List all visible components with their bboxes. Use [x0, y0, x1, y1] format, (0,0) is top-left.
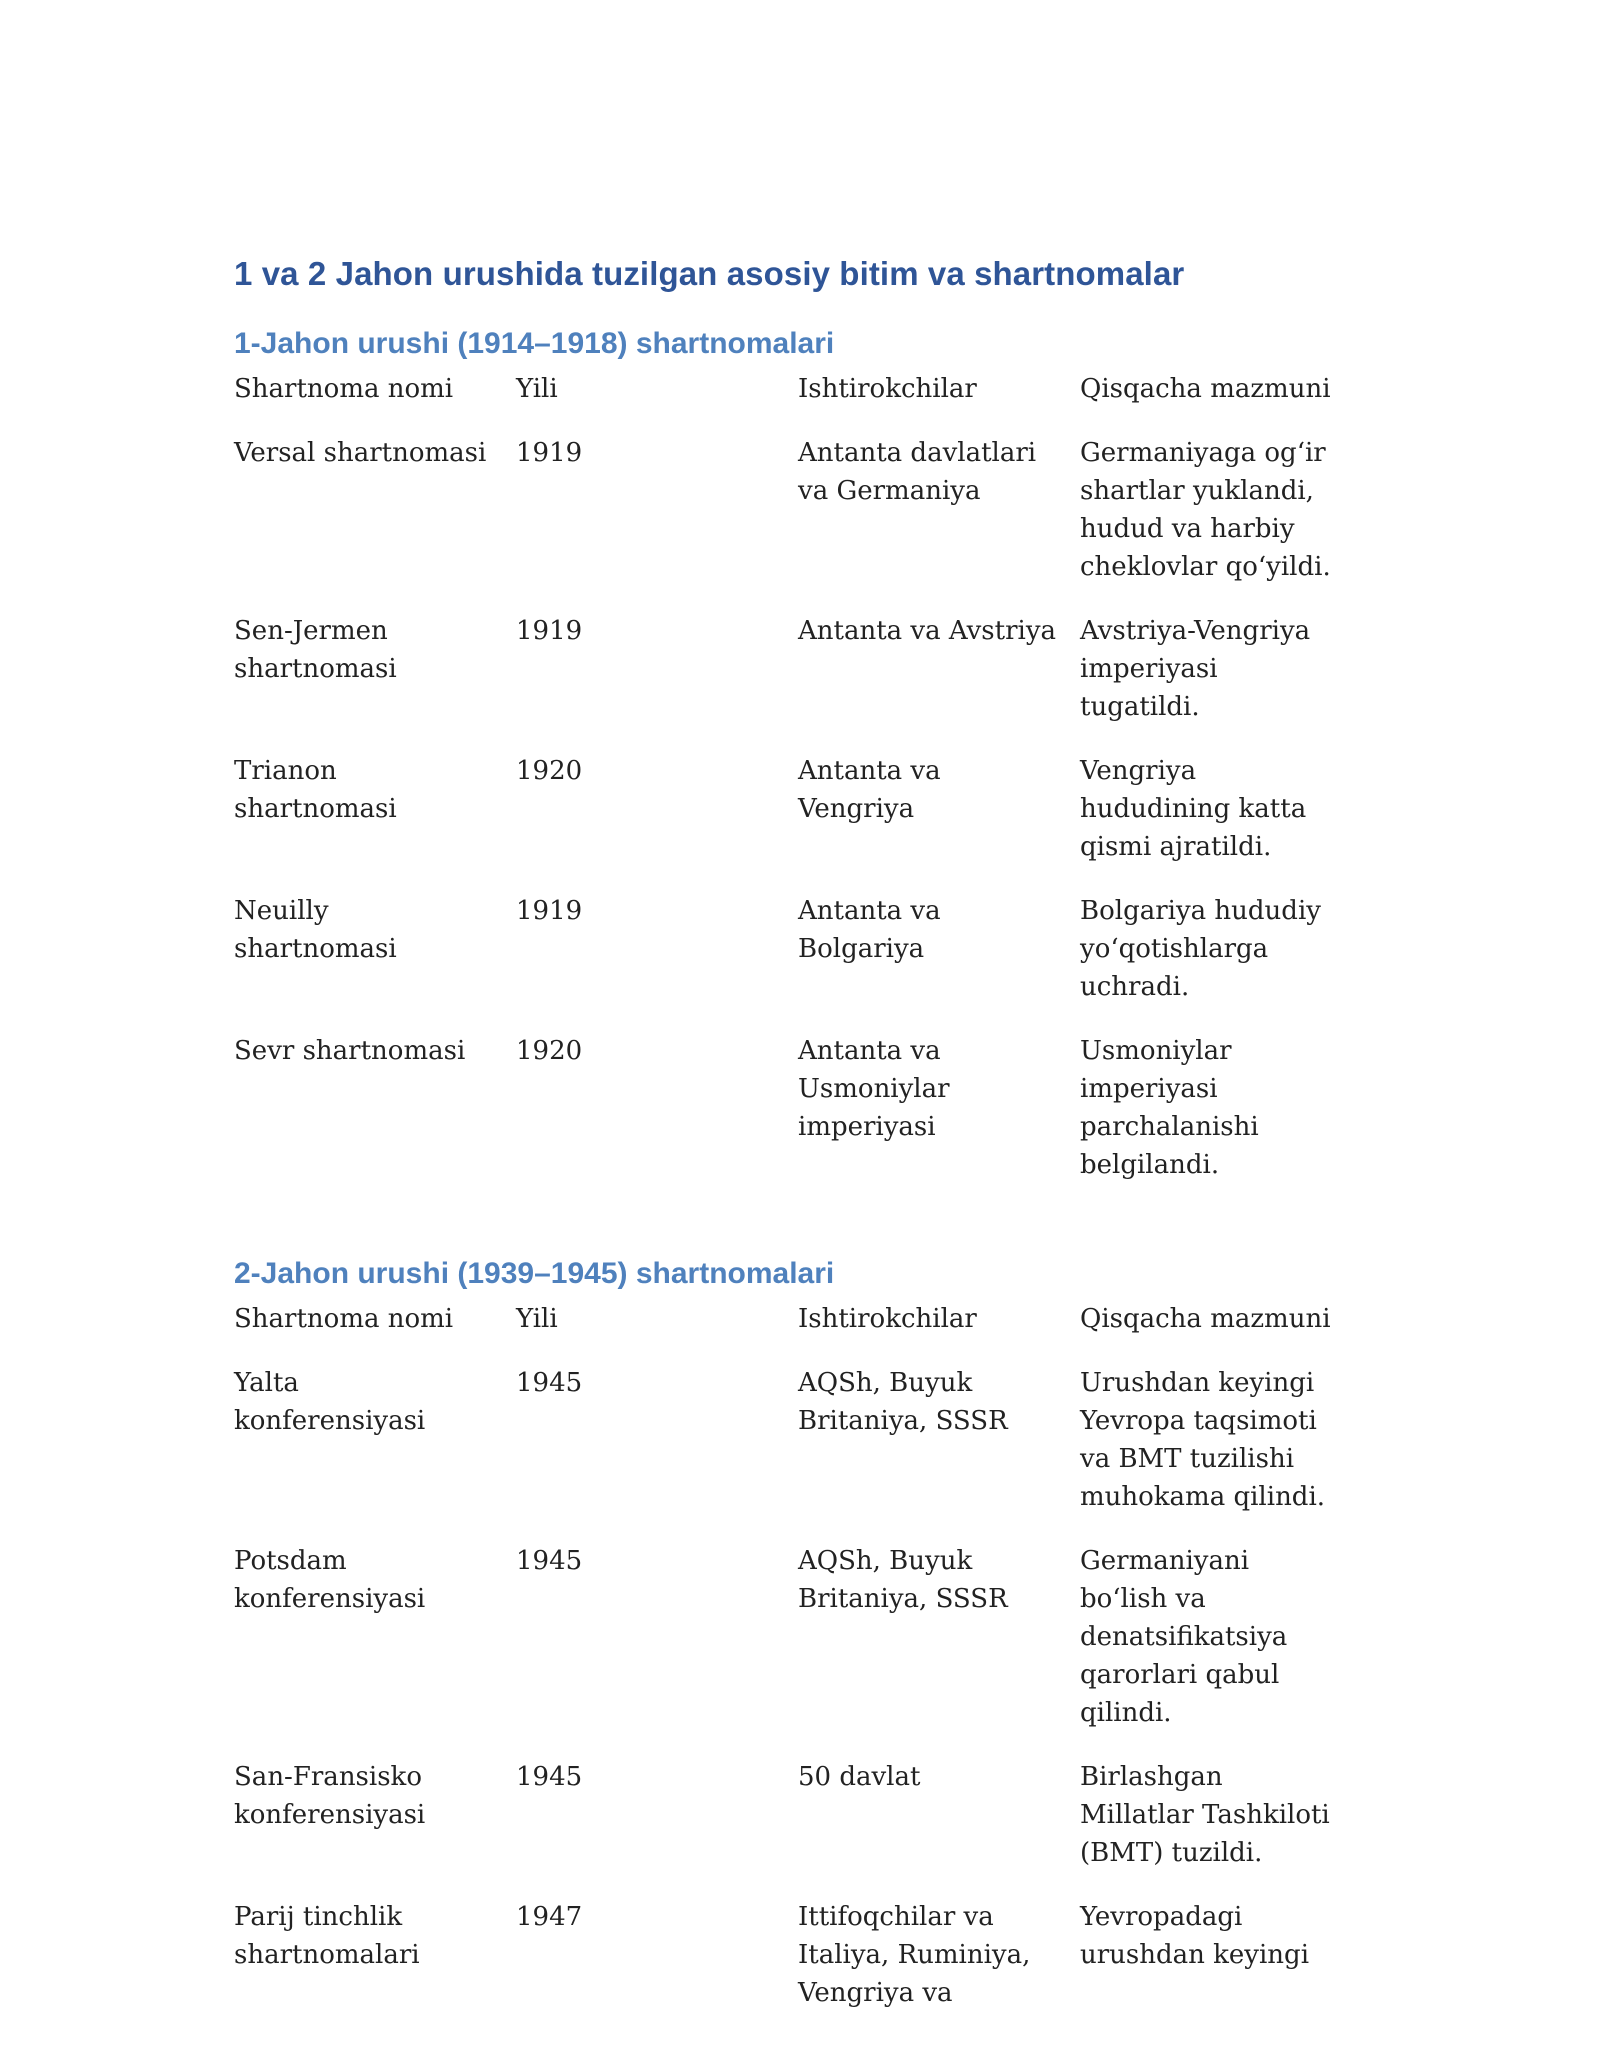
- treaty-name: Versal shartnomasi: [234, 438, 487, 468]
- treaty-summary: Avstriya-Vengriya imperiyasi tugatildi.: [1080, 616, 1311, 722]
- table-header-row: [234, 1300, 1354, 1364]
- treaty-year: 1920: [516, 1036, 583, 1066]
- treaty-summary: Bolgariya hududiy yo‘qotishlarga uchradi.: [1080, 896, 1321, 1002]
- treaty-summary: Usmoniylar imperiyasi parchalanishi belgilandi.: [1080, 1036, 1259, 1180]
- table-row: [234, 434, 1354, 612]
- column-header-participants: Ishtirokchilar: [798, 1304, 977, 1334]
- treaties-table-ww2: [234, 1300, 1354, 2038]
- treaty-name: Parij tinchlik shartnomalari: [234, 1902, 420, 1970]
- treaty-year: 1920: [516, 756, 583, 786]
- treaty-summary: Germaniyaga og‘ir shartlar yuklandi, hudud va harbiy cheklovlar qo‘yildi.: [1080, 438, 1331, 582]
- treaty-name: San-Fransisko konferensiyasi: [234, 1762, 426, 1830]
- table-row: [234, 1898, 1354, 2038]
- table-row: [234, 1364, 1354, 1542]
- table-row: [234, 1758, 1354, 1898]
- document-title: 1 va 2 Jahon urushida tuzilgan asosiy bitim va shartnomalar: [234, 255, 1185, 292]
- treaty-year: 1945: [516, 1368, 583, 1398]
- column-header-year: Yili: [516, 374, 558, 404]
- table-row: [234, 1542, 1354, 1758]
- treaty-name: Sevr shartnomasi: [234, 1036, 466, 1066]
- treaty-name: Trianon shartnomasi: [234, 756, 397, 824]
- column-header-summary: Qisqacha mazmuni: [1080, 374, 1331, 404]
- treaty-name: Neuilly shartnomasi: [234, 896, 397, 964]
- document-page: [234, 252, 1354, 2038]
- treaty-year: 1919: [516, 896, 583, 926]
- table-row: [234, 612, 1354, 752]
- treaty-participants: AQSh, Buyuk Britaniya, SSSR: [798, 1368, 1008, 1436]
- table-row: [234, 752, 1354, 892]
- table-row: [234, 1032, 1354, 1210]
- treaty-participants: Antanta va Bolgariya: [798, 896, 941, 964]
- section-heading-ww2: 2-Jahon urushi (1939–1945) shartnomalari: [234, 1257, 835, 1290]
- treaty-summary: Birlashgan Millatlar Tashkiloti (BMT) tuzildi.: [1080, 1762, 1330, 1868]
- column-header-name: Shartnoma nomi: [234, 1304, 454, 1334]
- treaty-year: 1945: [516, 1762, 583, 1792]
- treaty-year: 1947: [516, 1902, 583, 1932]
- treaty-participants: Antanta va Vengriya: [798, 756, 941, 824]
- treaty-participants: Antanta va Usmoniylar imperiyasi: [798, 1036, 950, 1142]
- treaty-name: Yalta konferensiyasi: [234, 1368, 426, 1436]
- treaty-participants: 50 davlat: [798, 1762, 921, 1792]
- column-header-participants: Ishtirokchilar: [798, 374, 977, 404]
- treaty-summary: Germaniyani bo‘lish va denatsifikatsiya qarorlari qabul qilindi.: [1080, 1546, 1288, 1728]
- treaty-name: Sen-Jermen shartnomasi: [234, 616, 397, 684]
- treaty-year: 1919: [516, 438, 583, 468]
- treaty-year: 1919: [516, 616, 583, 646]
- treaty-name: Potsdam konferensiyasi: [234, 1546, 426, 1614]
- treaties-table-ww1: [234, 370, 1354, 1210]
- column-header-year: Yili: [516, 1304, 558, 1334]
- treaty-participants: Antanta va Avstriya: [798, 616, 1057, 646]
- treaty-summary: Urushdan keyingi Yevropa taqsimoti va BMT tuzilishi muhokama qilindi.: [1080, 1368, 1326, 1512]
- treaty-participants: AQSh, Buyuk Britaniya, SSSR: [798, 1546, 1008, 1614]
- treaty-summary: Vengriya hududining katta qismi ajratildi.: [1080, 756, 1307, 862]
- treaty-year: 1945: [516, 1546, 583, 1576]
- treaty-participants: Antanta davlatlari va Germaniya: [798, 438, 1037, 506]
- column-header-name: Shartnoma nomi: [234, 374, 454, 404]
- treaty-participants: Ittifoqchilar va Italiya, Ruminiya, Vengriya va: [798, 1902, 1031, 2008]
- section-heading-ww1: 1-Jahon urushi (1914–1918) shartnomalari: [234, 327, 835, 360]
- column-header-summary: Qisqacha mazmuni: [1080, 1304, 1331, 1334]
- table-header-row: [234, 370, 1354, 434]
- table-row: [234, 892, 1354, 1032]
- treaty-summary: Yevropadagi urushdan keyingi: [1080, 1902, 1310, 1970]
